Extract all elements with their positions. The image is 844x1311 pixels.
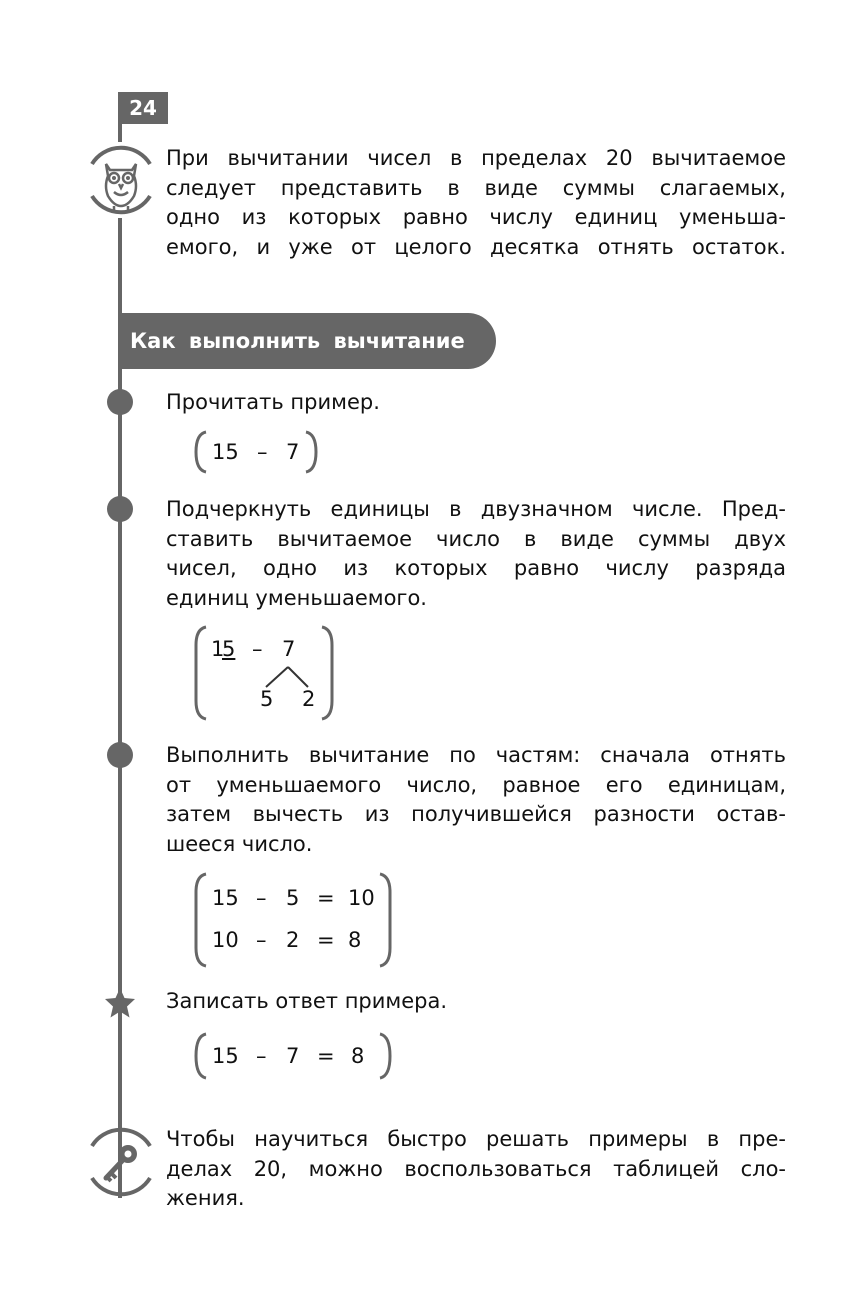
- bracket-left: [194, 625, 208, 721]
- intro-line: емого, и уже от целого десятка отнять остаток.: [166, 234, 786, 259]
- step-4-text: [166, 987, 786, 1017]
- example-2-op: –: [252, 637, 263, 661]
- bracket-left: [194, 430, 208, 474]
- example-2-units: 5: [222, 637, 236, 661]
- example-3: [194, 872, 394, 968]
- example-1-b: 7: [286, 440, 300, 464]
- step-line: единиц уменьшаемого.: [166, 585, 427, 610]
- bracket-left: [194, 1032, 208, 1080]
- example-1-a: 15: [212, 440, 239, 464]
- intro-line: следует представить в виде суммы слагаемых,: [166, 175, 786, 200]
- step-line: ставить вычитаемое число в виде суммы двух: [166, 526, 786, 551]
- example-3-row2-b: 2: [286, 928, 300, 952]
- bracket-right: [378, 1032, 392, 1080]
- step-line: затем вычесть из получившейся разности остав-: [166, 802, 786, 826]
- example-4-b: 7: [286, 1044, 300, 1068]
- example-2-part1: 5: [260, 687, 274, 711]
- bracket-right: [304, 430, 318, 474]
- example-2-b: 7: [282, 637, 296, 661]
- intro-paragraph: [166, 144, 786, 262]
- step-bullet: [107, 742, 133, 768]
- section-title: Как выполнить вычитание: [118, 313, 496, 369]
- example-3-row2-a: 10: [212, 928, 239, 952]
- step-bullet: [107, 389, 133, 415]
- step-3-text: [166, 741, 786, 859]
- example-3-row2-eq: =: [317, 928, 335, 952]
- example-2-part2: 2: [302, 687, 316, 711]
- example-3-row1-a: 15: [212, 886, 239, 910]
- example-3-row2-r: 8: [348, 928, 362, 952]
- intro-line: одно из которых равно числу единиц уменьша-: [166, 205, 786, 229]
- example-4-op: –: [256, 1044, 267, 1068]
- step-line: чисел, одно из которых равно числу разряда: [166, 556, 786, 580]
- example-1: [194, 430, 320, 474]
- split-lines: [260, 665, 316, 689]
- example-4-a: 15: [212, 1044, 239, 1068]
- example-1-op: –: [257, 440, 268, 464]
- tip-line: жения.: [166, 1186, 245, 1210]
- step-line: Прочитать пример.: [166, 390, 380, 414]
- step-2-text: [166, 495, 786, 613]
- tip-line: Чтобы научиться быстро решать примеры в пре-: [166, 1127, 786, 1151]
- example-2-tens: 1: [211, 637, 225, 661]
- example-4-eq: =: [317, 1044, 335, 1068]
- step-line: Выполнить вычитание по частям: сначала отнять: [166, 743, 786, 767]
- owl-icon: [84, 142, 158, 218]
- example-4-r: 8: [351, 1044, 365, 1068]
- star-icon: [104, 987, 136, 1019]
- page-number: 24: [118, 92, 168, 124]
- example-2: [194, 625, 336, 721]
- tip-paragraph: [166, 1125, 786, 1214]
- step-bullet: [107, 496, 133, 522]
- step-line: Записать ответ примера.: [166, 989, 448, 1013]
- example-3-row1-eq: =: [317, 886, 335, 910]
- bracket-right: [320, 625, 334, 721]
- step-line: от уменьшаемого число, равное его единицам,: [166, 772, 786, 797]
- example-3-row2-op: –: [256, 928, 267, 952]
- example-4: [194, 1032, 394, 1080]
- step-line: шееся число.: [166, 831, 313, 856]
- intro-line: При вычитании чисел в пределах 20 вычитаемое: [166, 146, 786, 170]
- example-3-row1-op: –: [256, 886, 267, 910]
- bracket-left: [194, 872, 208, 968]
- example-3-row1-r: 10: [348, 886, 375, 910]
- key-icon: [84, 1124, 158, 1200]
- step-1-text: [166, 388, 786, 418]
- tip-line: делах 20, можно воспользоваться таблицей сло-: [166, 1156, 786, 1181]
- example-3-row1-b: 5: [286, 886, 300, 910]
- step-line: Подчеркнуть единицы в двузначном числе. Пред-: [166, 497, 786, 521]
- bracket-right: [378, 872, 392, 968]
